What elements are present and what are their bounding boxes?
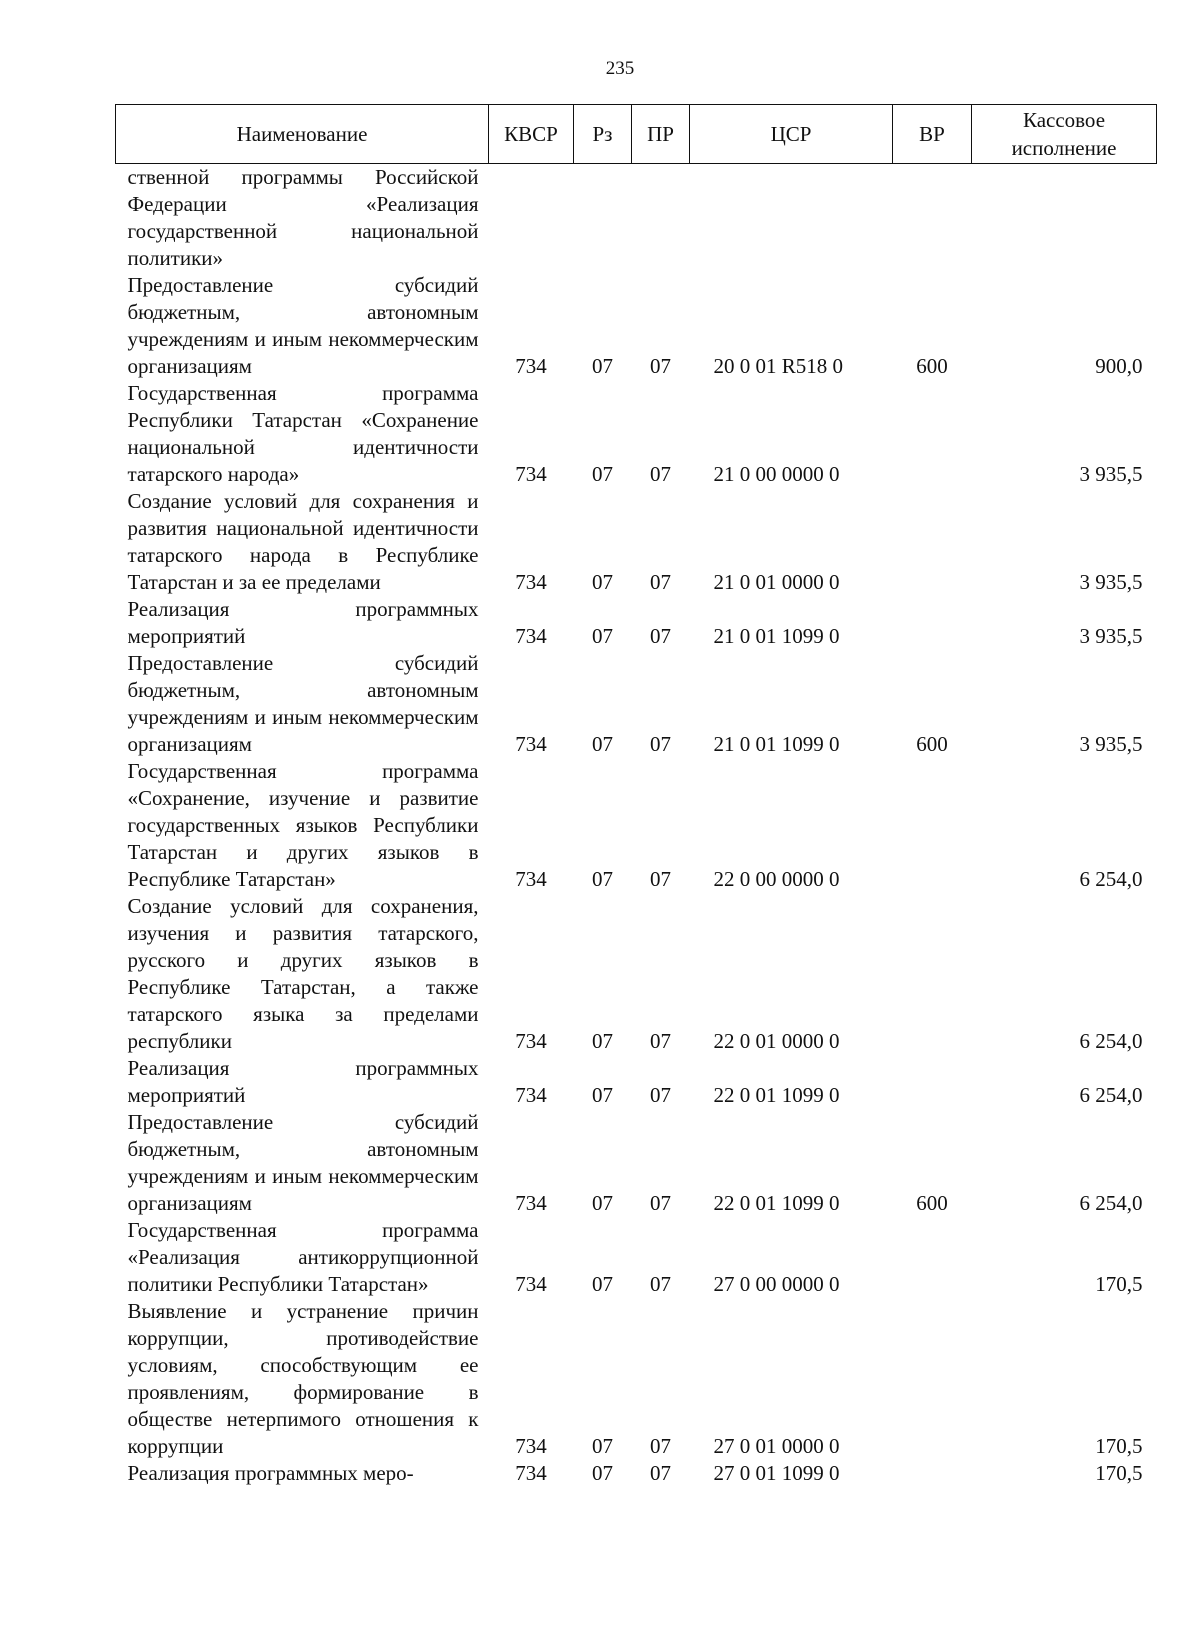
row-rz — [574, 164, 632, 273]
row-pr: 07 — [650, 462, 671, 486]
row-pr: 07 — [650, 1272, 671, 1296]
header-vr: ВР — [893, 105, 972, 164]
table-row — [116, 380, 1157, 488]
row-sum: 3 935,5 — [1079, 624, 1143, 648]
row-kvsr: 734 — [515, 354, 547, 378]
row-vr — [893, 1298, 972, 1460]
row-csr: 27 0 00 0000 0 — [713, 1272, 840, 1296]
row-name: Реализация программных мероприятий — [127, 1056, 479, 1107]
row-vr — [893, 1055, 972, 1109]
row-kvsr: 734 — [515, 1272, 547, 1296]
row-csr: 22 0 00 0000 0 — [713, 867, 840, 891]
table-row — [116, 893, 1157, 1055]
row-sum: 6 254,0 — [1079, 867, 1143, 891]
header-cash-execution-line1: Кассовое — [1022, 108, 1106, 132]
row-csr: 20 0 01 R518 0 — [713, 354, 844, 378]
row-kvsr: 734 — [515, 1434, 547, 1458]
row-vr — [893, 596, 972, 650]
row-kvsr: 734 — [515, 1191, 547, 1215]
table-row — [116, 758, 1157, 893]
table-row — [116, 272, 1157, 380]
row-vr: 600 — [916, 732, 948, 756]
row-name: Государственная программа «Реализация антикоррупционной политики Республики Татарстан» — [127, 1218, 479, 1296]
row-rz: 07 — [592, 732, 613, 756]
row-vr — [893, 380, 972, 488]
row-kvsr: 734 — [515, 867, 547, 891]
row-kvsr: 734 — [515, 624, 547, 648]
header-pr: ПР — [632, 105, 690, 164]
row-rz: 07 — [592, 1191, 613, 1215]
row-pr: 07 — [650, 1434, 671, 1458]
row-kvsr: 734 — [515, 1083, 547, 1107]
row-rz: 07 — [592, 354, 613, 378]
row-pr: 07 — [650, 867, 671, 891]
row-csr: 27 0 01 1099 0 — [713, 1461, 840, 1485]
row-pr: 07 — [650, 624, 671, 648]
row-pr: 07 — [650, 570, 671, 594]
row-name: Создание условий для сохранения и развития национальной идентичности татарского народа в Республике Татарстан и за ее пределами — [127, 489, 479, 594]
row-csr: 22 0 01 0000 0 — [713, 1029, 840, 1053]
row-csr: 21 0 01 0000 0 — [713, 570, 840, 594]
row-name: Государственная программа Республики Татарстан «Сохранение национальной идентичности татарского народа» — [127, 381, 479, 486]
table-row — [116, 650, 1157, 758]
row-sum: 6 254,0 — [1079, 1191, 1143, 1215]
header-cash-execution-line2: исполнение — [1011, 136, 1117, 160]
header-cash-execution — [972, 105, 1157, 164]
table-body — [116, 164, 1157, 1488]
row-rz: 07 — [592, 570, 613, 594]
row-vr — [893, 164, 972, 273]
budget-table — [115, 104, 1157, 1487]
row-name: ственной программы Российской Федерации «Реализация государственной национальной политики» — [127, 165, 479, 270]
row-sum: 3 935,5 — [1079, 732, 1143, 756]
row-rz: 07 — [592, 1461, 613, 1485]
header-name: Наименование — [116, 105, 489, 164]
row-rz: 07 — [592, 624, 613, 648]
table-row — [116, 1298, 1157, 1460]
row-vr: 600 — [916, 1191, 948, 1215]
row-name: Реализация программных мероприятий — [127, 597, 479, 648]
row-pr: 07 — [650, 1083, 671, 1107]
row-csr: 22 0 01 1099 0 — [713, 1083, 840, 1107]
row-name: Предоставление субсидий бюджетным, автономным учреждениям и иным некоммерческим организациям — [127, 1110, 479, 1215]
row-rz: 07 — [592, 1083, 613, 1107]
row-rz: 07 — [592, 462, 613, 486]
row-name: Выявление и устранение причин коррупции, противодействие условиям, способствующим ее проявлениям, формирование в обществе нетерпимого отношения к коррупции — [127, 1299, 479, 1458]
row-sum: 6 254,0 — [1079, 1029, 1143, 1053]
row-name: Предоставление субсидий бюджетным, автономным учреждениям и иным некоммерческим организациям — [127, 651, 479, 756]
table-row — [116, 164, 1157, 273]
row-vr — [893, 488, 972, 596]
table-row — [116, 1055, 1157, 1109]
table-header — [116, 105, 1157, 164]
row-kvsr: 734 — [515, 462, 547, 486]
row-csr: 21 0 01 1099 0 — [713, 624, 840, 648]
table-row — [116, 1109, 1157, 1217]
row-kvsr: 734 — [515, 1029, 547, 1053]
row-pr: 07 — [650, 1191, 671, 1215]
row-sum: 6 254,0 — [1079, 1083, 1143, 1107]
table-row — [116, 1217, 1157, 1298]
row-vr — [893, 758, 972, 893]
row-sum — [972, 164, 1157, 273]
row-kvsr: 734 — [515, 1461, 547, 1485]
row-rz: 07 — [592, 1029, 613, 1053]
row-csr: 22 0 01 1099 0 — [713, 1191, 840, 1215]
row-name: Реализация программных меро- — [127, 1461, 414, 1485]
row-csr — [690, 164, 893, 273]
row-sum: 170,5 — [1095, 1434, 1143, 1458]
row-csr: 27 0 01 0000 0 — [713, 1434, 840, 1458]
row-vr: 600 — [916, 354, 948, 378]
row-name: Предоставление субсидий бюджетным, автономным учреждениям и иным некоммерческим организациям — [127, 273, 479, 378]
row-vr — [893, 893, 972, 1055]
row-sum: 170,5 — [1095, 1272, 1143, 1296]
table-row — [116, 596, 1157, 650]
table-row — [116, 1460, 1157, 1487]
row-vr — [893, 1217, 972, 1298]
row-pr: 07 — [650, 354, 671, 378]
row-kvsr: 734 — [515, 570, 547, 594]
row-rz: 07 — [592, 1272, 613, 1296]
row-pr: 07 — [650, 1461, 671, 1485]
row-sum: 900,0 — [1095, 354, 1143, 378]
row-pr: 07 — [650, 1029, 671, 1053]
row-csr: 21 0 01 1099 0 — [713, 732, 840, 756]
row-pr: 07 — [650, 732, 671, 756]
row-csr: 21 0 00 0000 0 — [713, 462, 840, 486]
header-kvsr: КВСР — [489, 105, 574, 164]
row-rz: 07 — [592, 1434, 613, 1458]
row-pr — [632, 164, 690, 273]
row-rz: 07 — [592, 867, 613, 891]
row-kvsr: 734 — [515, 732, 547, 756]
header-csr: ЦСР — [690, 105, 893, 164]
row-kvsr — [489, 164, 574, 273]
row-name: Создание условий для сохранения, изучения и развития татарского, русского и других языков в Республике Татарстан, а также татарского языка за пределами республики — [127, 894, 479, 1053]
table-row — [116, 488, 1157, 596]
row-vr — [893, 1460, 972, 1487]
row-name: Государственная программа «Сохранение, изучение и развитие государственных языков Республики Татарстан и других языков в Республике Татарстан» — [127, 759, 479, 891]
header-rz: Рз — [574, 105, 632, 164]
row-sum: 170,5 — [1095, 1461, 1143, 1485]
row-sum: 3 935,5 — [1079, 462, 1143, 486]
page-number: 235 — [605, 58, 635, 79]
row-sum: 3 935,5 — [1079, 570, 1143, 594]
